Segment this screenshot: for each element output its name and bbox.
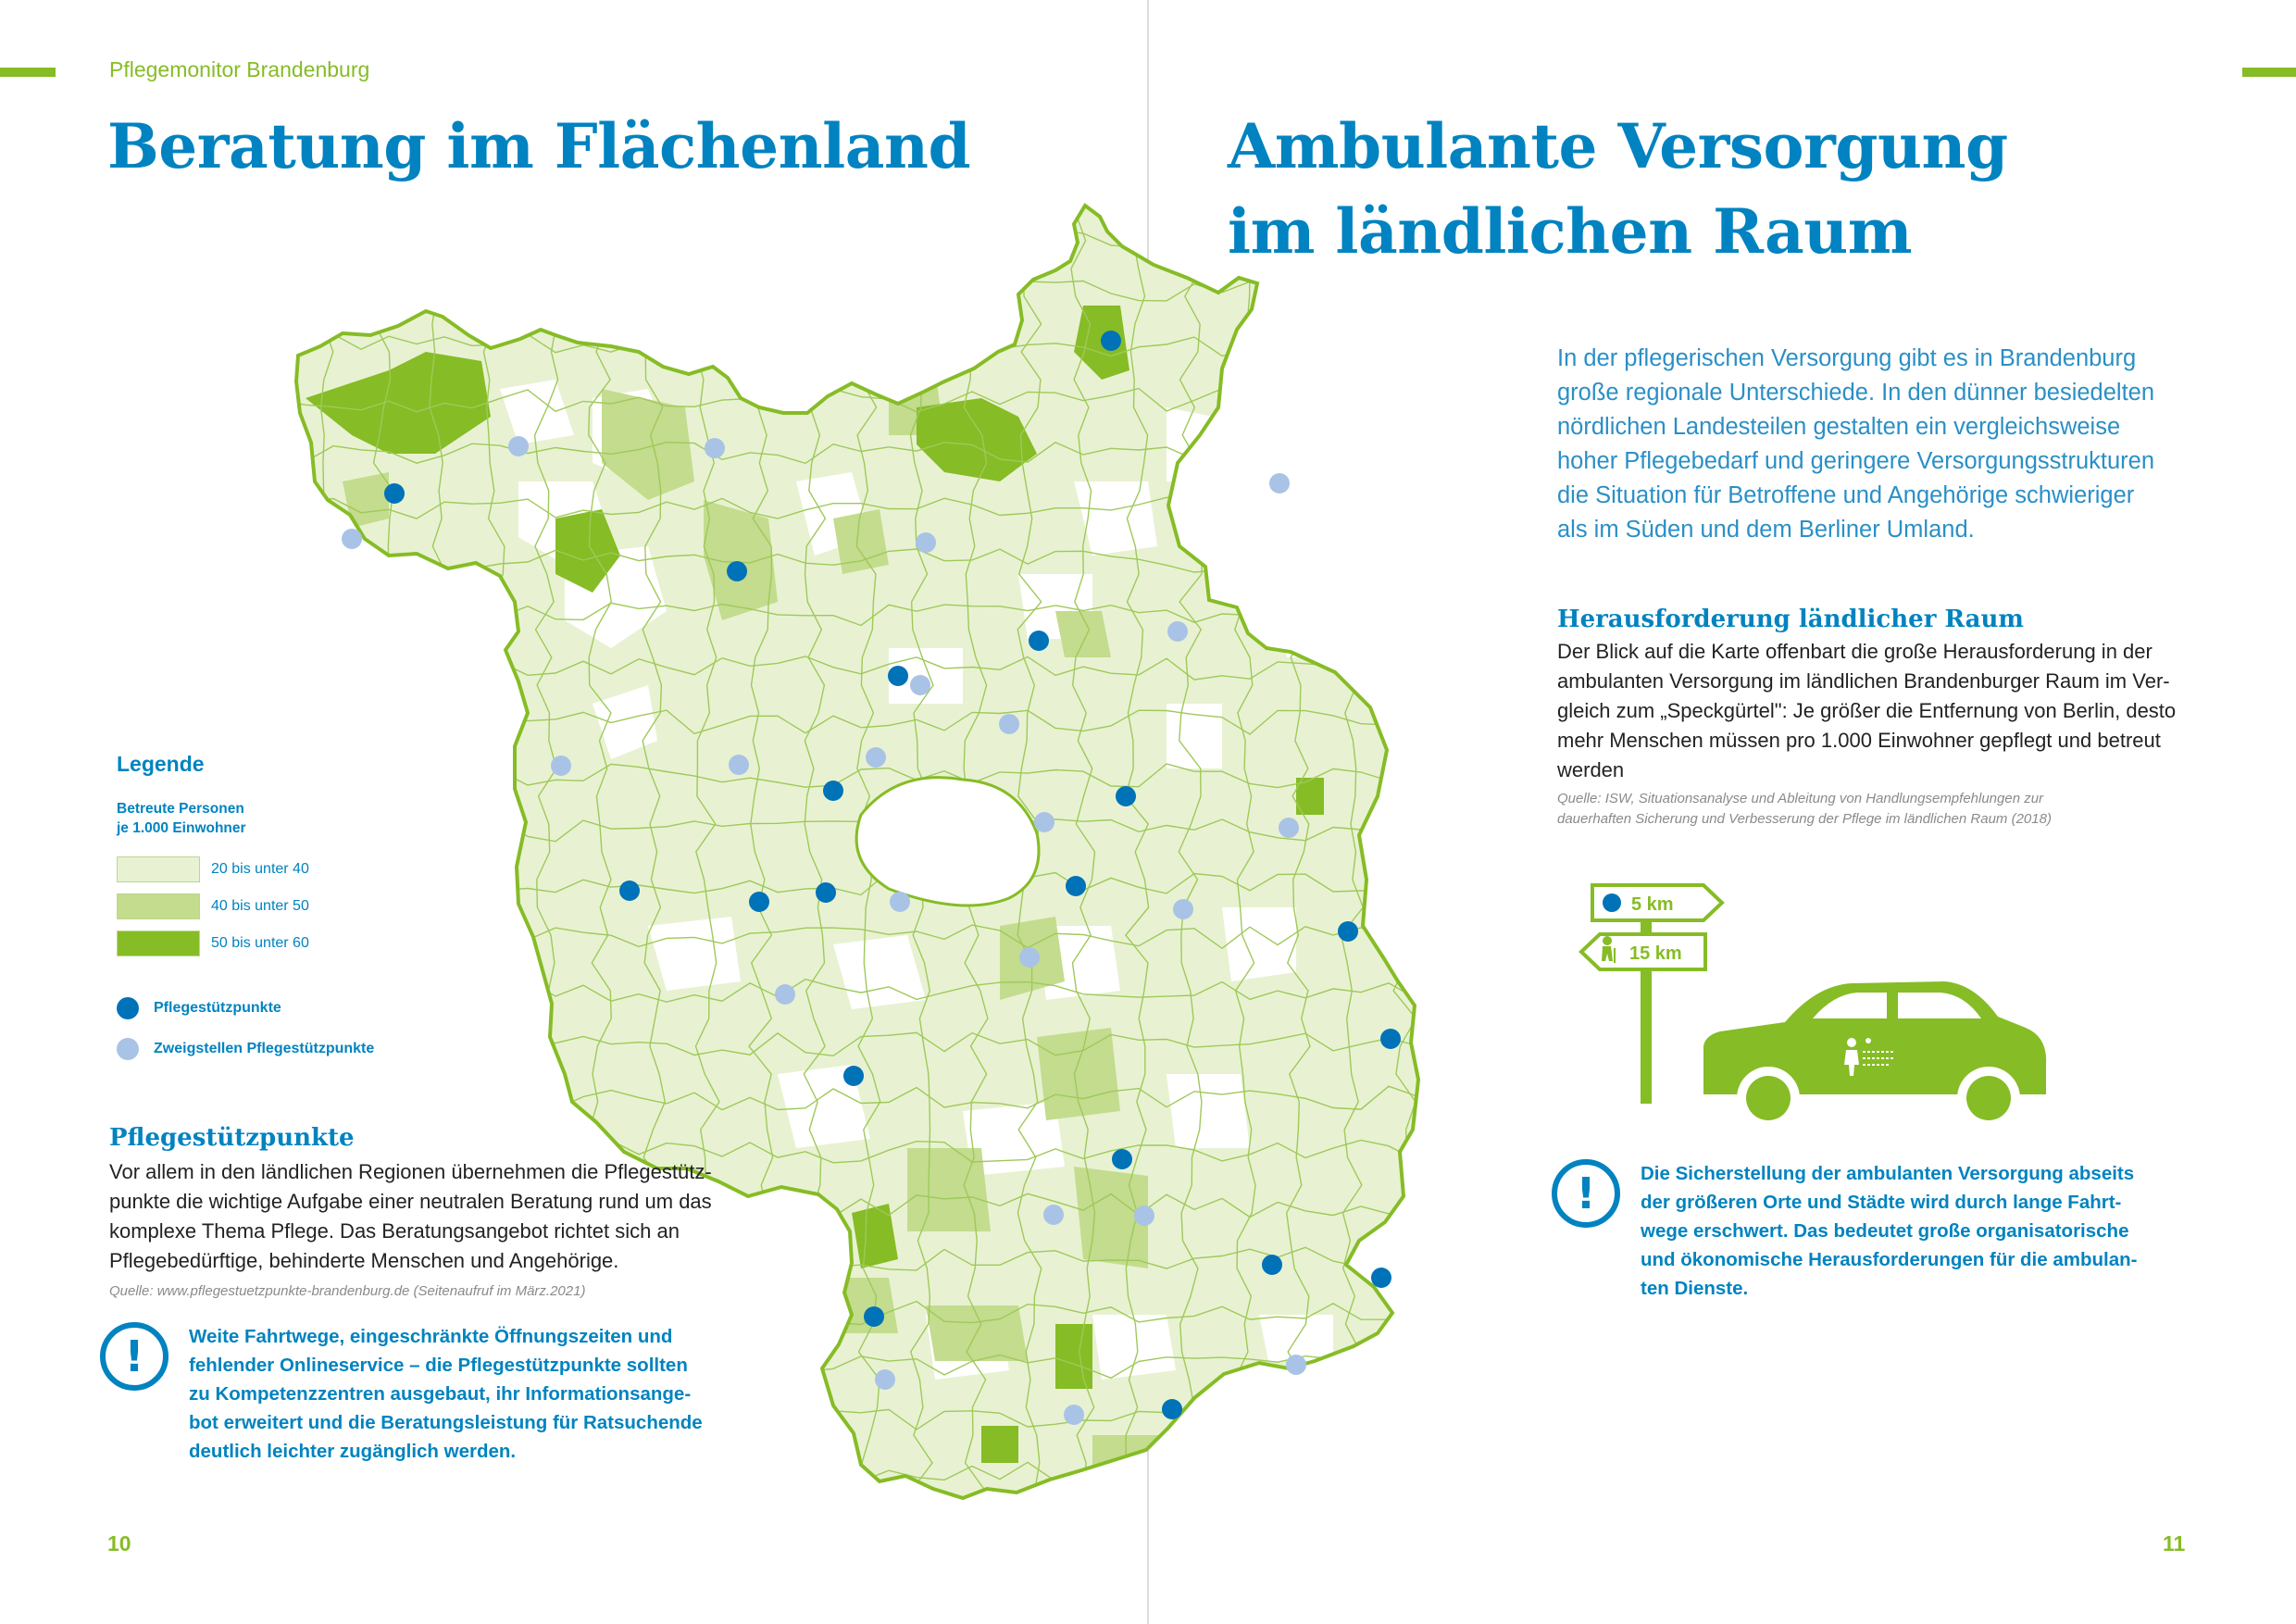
section-body-right xyxy=(1557,637,2242,785)
legend-class-3 xyxy=(117,925,394,962)
zweigstelle-marker xyxy=(1173,899,1193,919)
intro-text xyxy=(1557,342,2261,547)
district-fill-none xyxy=(389,694,463,768)
map-legend xyxy=(117,752,394,1069)
zweigstelle-dot-icon xyxy=(117,1038,139,1060)
sign-5km-label: 5 km xyxy=(1631,894,1674,915)
legend-title: Legende xyxy=(117,752,205,776)
pflegestuetzpunkt-marker xyxy=(1262,1255,1282,1275)
legend-swatch-light xyxy=(117,856,200,882)
zweigstelle-marker xyxy=(1167,621,1188,642)
note-line: und ökonomische Herausforderungen für die ambulan- xyxy=(1641,1249,2138,1270)
note-line: Weite Fahrtwege, eingeschränkte Öffnungszeiten und xyxy=(189,1326,673,1347)
zweigstelle-marker xyxy=(866,747,886,768)
pflegestuetzpunkt-marker xyxy=(727,561,747,581)
district-fill-none xyxy=(1167,704,1222,768)
pflegestuetzpunkt-marker xyxy=(619,881,640,901)
intro-line: In der pflegerischen Versorgung gibt es in Brandenburg xyxy=(1557,345,2137,371)
legend-class-1 xyxy=(117,851,394,888)
legend-swatch-medium xyxy=(117,893,200,919)
district-fill-medium xyxy=(343,472,389,528)
page-number-right: 11 xyxy=(2163,1531,2186,1555)
exclamation-icon: ! xyxy=(1552,1159,1620,1228)
pflegestuetzpunkt-marker xyxy=(888,666,908,686)
note-line: bot erweitert und die Beratungsleistung für Ratsuchende xyxy=(189,1412,703,1433)
title-left-line: Beratung im Flächenland xyxy=(107,110,971,182)
note-line: zu Kompetenzzentren ausgebaut, ihr Informationsange- xyxy=(189,1383,692,1405)
signpost-car-illustration xyxy=(1574,880,2055,1139)
note-line: ten Dienste. xyxy=(1641,1278,1749,1299)
note-line: Die Sicherstellung der ambulanten Versorgung abseits xyxy=(1641,1163,2135,1184)
legend-subtitle-line-1: Betreute Personen xyxy=(117,801,244,817)
pflegestuetzpunkt-marker xyxy=(1101,331,1121,351)
district-fill-none xyxy=(1222,907,1296,981)
pflegestuetzpunkt-sign-icon xyxy=(1603,893,1621,912)
zweigstelle-marker xyxy=(551,756,571,776)
intro-line: hoher Pflegebedarf und geringere Versorgungsstrukturen xyxy=(1557,448,2155,474)
section-body-left xyxy=(109,1157,776,1276)
legend-label: 40 bis unter 50 xyxy=(211,898,309,914)
source-note-left: Quelle: www.pflegestuetzpunkte-brandenburg.de (Seitenaufruf im März.2021) xyxy=(109,1283,586,1299)
pflegestuetzpunkt-marker xyxy=(1029,631,1049,651)
zweigstelle-marker xyxy=(1034,812,1054,832)
district-fill-none xyxy=(1278,593,1333,657)
zweigstelle-marker xyxy=(999,714,1019,734)
pflegestuetzpunkt-marker xyxy=(1380,1029,1401,1049)
legend-point-label: Pflegestützpunkte xyxy=(154,1000,281,1016)
body-line: Vor allem in den ländlichen Regionen übernehmen die Pflegestütz- xyxy=(109,1160,712,1183)
source-note-right xyxy=(1557,789,2052,830)
note-right xyxy=(1552,1159,2137,1303)
zweigstelle-marker xyxy=(916,532,936,553)
body-line: Pflegebedürftige, behinderte Menschen und Angehörige. xyxy=(109,1249,619,1272)
body-line: werden xyxy=(1557,758,1625,781)
zweigstelle-marker xyxy=(1286,1355,1306,1375)
pflegestuetzpunkt-marker xyxy=(749,892,769,912)
signpost-pole xyxy=(1641,898,1652,1104)
section-heading-laendlicher-raum: Herausforderung ländlicher Raum xyxy=(1557,606,2024,633)
pflegestuetzpunkt-marker xyxy=(1066,876,1086,896)
district-fill-strong xyxy=(981,1426,1018,1463)
berlin-area xyxy=(856,778,1039,906)
sign-15km-label: 15 km xyxy=(1629,943,1682,964)
body-line: punkte die wichtige Aufgabe einer neutralen Beratung rund um das xyxy=(109,1190,712,1213)
title-right-line-2: im ländlichen Raum xyxy=(1228,195,1913,268)
source-line: dauerhaften Sicherung und Verbesserung der Pflege im ländlichen Raum (2018) xyxy=(1557,811,2052,827)
zweigstelle-marker xyxy=(910,675,930,695)
body-line: gleich zum „Speckgürtel": Je größer die Entfernung von Berlin, desto xyxy=(1557,699,2177,722)
district-border-line xyxy=(278,281,1444,305)
page-number-left: 10 xyxy=(107,1531,131,1555)
intro-line: große regionale Unterschiede. In den dünner besiedelten xyxy=(1557,380,2155,406)
zweigstelle-marker xyxy=(508,436,529,456)
intro-line: die Situation für Betroffene und Angehörige schwieriger xyxy=(1557,482,2135,508)
title-right-line-1: Ambulante Versorgung xyxy=(1228,110,2008,182)
pflegestuetzpunkt-marker xyxy=(1116,786,1136,806)
pflegestuetzpunkt-marker xyxy=(1338,921,1358,942)
note-line: wege erschwert. Das bedeutet große organisatorische xyxy=(1641,1220,2129,1242)
legend-subtitle xyxy=(117,799,394,838)
district-fill-strong xyxy=(1055,1324,1092,1389)
zweigstelle-marker xyxy=(342,529,362,549)
note-line: deutlich leichter zugänglich werden. xyxy=(189,1441,517,1462)
district-fill-none xyxy=(1092,1315,1176,1380)
zweigstelle-marker xyxy=(775,984,795,1005)
pflegestuetzpunkt-marker xyxy=(816,882,836,903)
zweigstelle-marker xyxy=(1269,473,1290,493)
running-head: Pflegemonitor Brandenburg xyxy=(109,57,370,81)
car-icon xyxy=(1703,981,2046,1130)
pflegestuetzpunkt-marker xyxy=(384,483,405,504)
district-fill-medium xyxy=(1037,1028,1120,1120)
section-heading-pflegestuetzpunkte: Pflegestützpunkte xyxy=(109,1124,355,1152)
pflegestuetzpunkt-marker xyxy=(843,1066,864,1086)
district-fill-none xyxy=(1167,1074,1250,1148)
note-text-left xyxy=(189,1322,703,1466)
pflegestuetzpunkt-marker xyxy=(864,1306,884,1327)
legend-point-label: Zweigstellen Pflegestützpunkte xyxy=(154,1041,375,1056)
body-line: komplexe Thema Pflege. Das Beratungsangebot richtet sich an xyxy=(109,1219,680,1243)
intro-line: nördlichen Landesteilen gestalten ein vergleichsweise xyxy=(1557,414,2121,440)
legend-swatch-strong xyxy=(117,931,200,956)
zweigstelle-marker xyxy=(890,892,910,912)
note-left xyxy=(100,1322,703,1466)
pflegestuetzpunkt-dot-icon xyxy=(117,997,139,1019)
zweigstelle-marker xyxy=(1279,818,1299,838)
legend-point-main xyxy=(117,988,394,1029)
legend-class-2 xyxy=(117,888,394,925)
body-line: Der Blick auf die Karte offenbart die große Herausforderung in der xyxy=(1557,640,2152,663)
source-line: Quelle: ISW, Situationsanalyse und Ableitung von Handlungsempfehlungen zur xyxy=(1557,791,2044,806)
district-fill-medium xyxy=(833,1278,898,1333)
zweigstelle-marker xyxy=(1043,1205,1064,1225)
zweigstelle-marker xyxy=(1134,1206,1154,1226)
zweigstelle-marker xyxy=(1064,1405,1084,1425)
district-border-line xyxy=(1393,185,1416,1518)
zweigstelle-marker xyxy=(729,755,749,775)
pflegestuetzpunkt-marker xyxy=(1162,1399,1182,1419)
pflegestuetzpunkt-marker xyxy=(823,781,843,801)
legend-label: 50 bis unter 60 xyxy=(211,935,309,951)
body-line: mehr Menschen müssen pro 1.000 Einwohner gepflegt und betreut xyxy=(1557,729,2161,752)
zweigstelle-marker xyxy=(705,438,725,458)
zweigstelle-marker xyxy=(1019,947,1040,968)
legend-label: 20 bis unter 40 xyxy=(211,861,309,877)
zweigstelle-marker xyxy=(875,1369,895,1390)
district-fill-medium xyxy=(907,1148,991,1231)
legend-point-branch xyxy=(117,1029,394,1069)
exclamation-icon: ! xyxy=(100,1322,168,1391)
page-title-left xyxy=(107,104,970,189)
page-title-right xyxy=(1228,104,2008,274)
pflegestuetzpunkt-marker xyxy=(1112,1149,1132,1169)
note-line: der größeren Orte und Städte wird durch lange Fahrt- xyxy=(1641,1192,2122,1213)
note-line: fehlender Onlineservice – die Pflegestützpunkte sollten xyxy=(189,1355,688,1376)
legend-subtitle-line-2: je 1.000 Einwohner xyxy=(117,820,246,836)
pflegestuetzpunkt-marker xyxy=(1371,1268,1391,1288)
body-line: ambulanten Versorgung im ländlichen Brandenburger Raum im Ver- xyxy=(1557,669,2170,693)
intro-line: als im Süden und dem Berliner Umland. xyxy=(1557,517,1975,543)
note-text-right xyxy=(1641,1159,2137,1303)
